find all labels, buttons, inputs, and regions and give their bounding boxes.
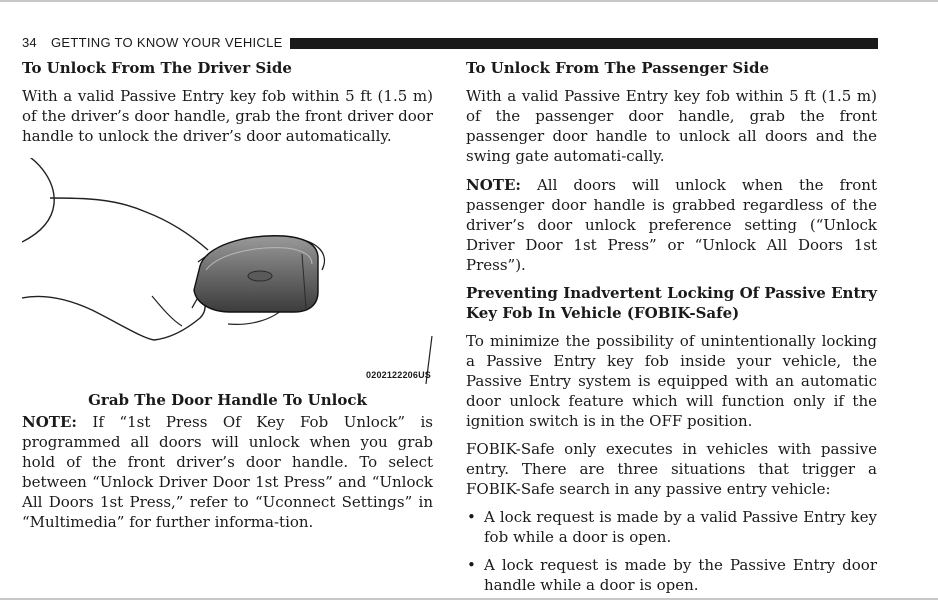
note-label: NOTE:: [466, 176, 521, 194]
page-header: [22, 36, 878, 50]
left-column: [22, 58, 433, 532]
header-rule: [290, 38, 878, 49]
passenger-side-paragraph: With a valid Passive Entry key fob within 5 ft (1.5 m) of the passenger door handle, grab the front passenger door handle to unlock all doors and the swing gate automati-cally.: [466, 87, 877, 165]
page-bottom-border: [0, 598, 938, 600]
figure-caption: Grab The Door Handle To Unlock: [88, 391, 367, 409]
passenger-side-heading: To Unlock From The Passenger Side: [466, 59, 769, 77]
door-handle-illustration: [22, 158, 433, 386]
situations-list: [466, 507, 877, 595]
note-text: All doors will unlock when the front passenger door handle is grabbed regardless of the driver’s door unlock preference setting (“Unlock Driver Door 1st Press” or “Unlock All Doors 1st Press”).: [466, 176, 877, 274]
bullet-icon: •: [467, 556, 476, 574]
running-head: GETTING TO KNOW YOUR VEHICLE: [51, 35, 283, 50]
fobik-safe-paragraph: To minimize the possibility of unintentionally locking a Passive Entry key fob inside your vehicle, the Passive Entry system is equipped with an automatic door unlock feature which will function only if the ignition switch is in the OFF position.: [466, 332, 877, 430]
list-item: [466, 555, 877, 595]
list-item-text: A lock request is made by a valid Passive Entry key fob while a door is open.: [484, 508, 877, 546]
right-column: [466, 58, 877, 595]
driver-side-heading: To Unlock From The Driver Side: [22, 59, 292, 77]
passenger-note-paragraph: [466, 175, 877, 275]
driver-side-paragraph: With a valid Passive Entry key fob within 5 ft (1.5 m) of the driver’s door handle, grab the front driver door handle to unlock the driver’s door automatically.: [22, 87, 433, 145]
figure-code: 0202122206US: [366, 370, 431, 380]
fobik-situations-paragraph: FOBIK-Safe only executes in vehicles with passive entry. There are three situations that trigger a FOBIK-Safe search in any passive entry vehicle:: [466, 440, 877, 498]
hand-grabbing-handle-drawing: [22, 158, 433, 386]
note-label: NOTE:: [22, 413, 77, 431]
page-number: 34: [22, 35, 37, 50]
fobik-safe-heading: Preventing Inadvertent Locking Of Passive Entry Key Fob In Vehicle (FOBIK-Safe): [466, 284, 877, 322]
page-top-border: [0, 0, 938, 2]
note-text: If “1st Press Of Key Fob Unlock” is programmed all doors will unlock when you grab hold of the front driver’s door handle. To select between “Unlock Driver Door 1st Press” and “Unlock All Doors 1st Press,” refer to “Uconnect Settings” in “Multimedia” for further informa-tion.: [22, 413, 433, 531]
bullet-icon: •: [467, 508, 476, 526]
list-item-text: A lock request is made by the Passive Entry door handle while a door is open.: [484, 556, 877, 594]
driver-note-paragraph: [22, 412, 433, 532]
list-item: [466, 507, 877, 547]
